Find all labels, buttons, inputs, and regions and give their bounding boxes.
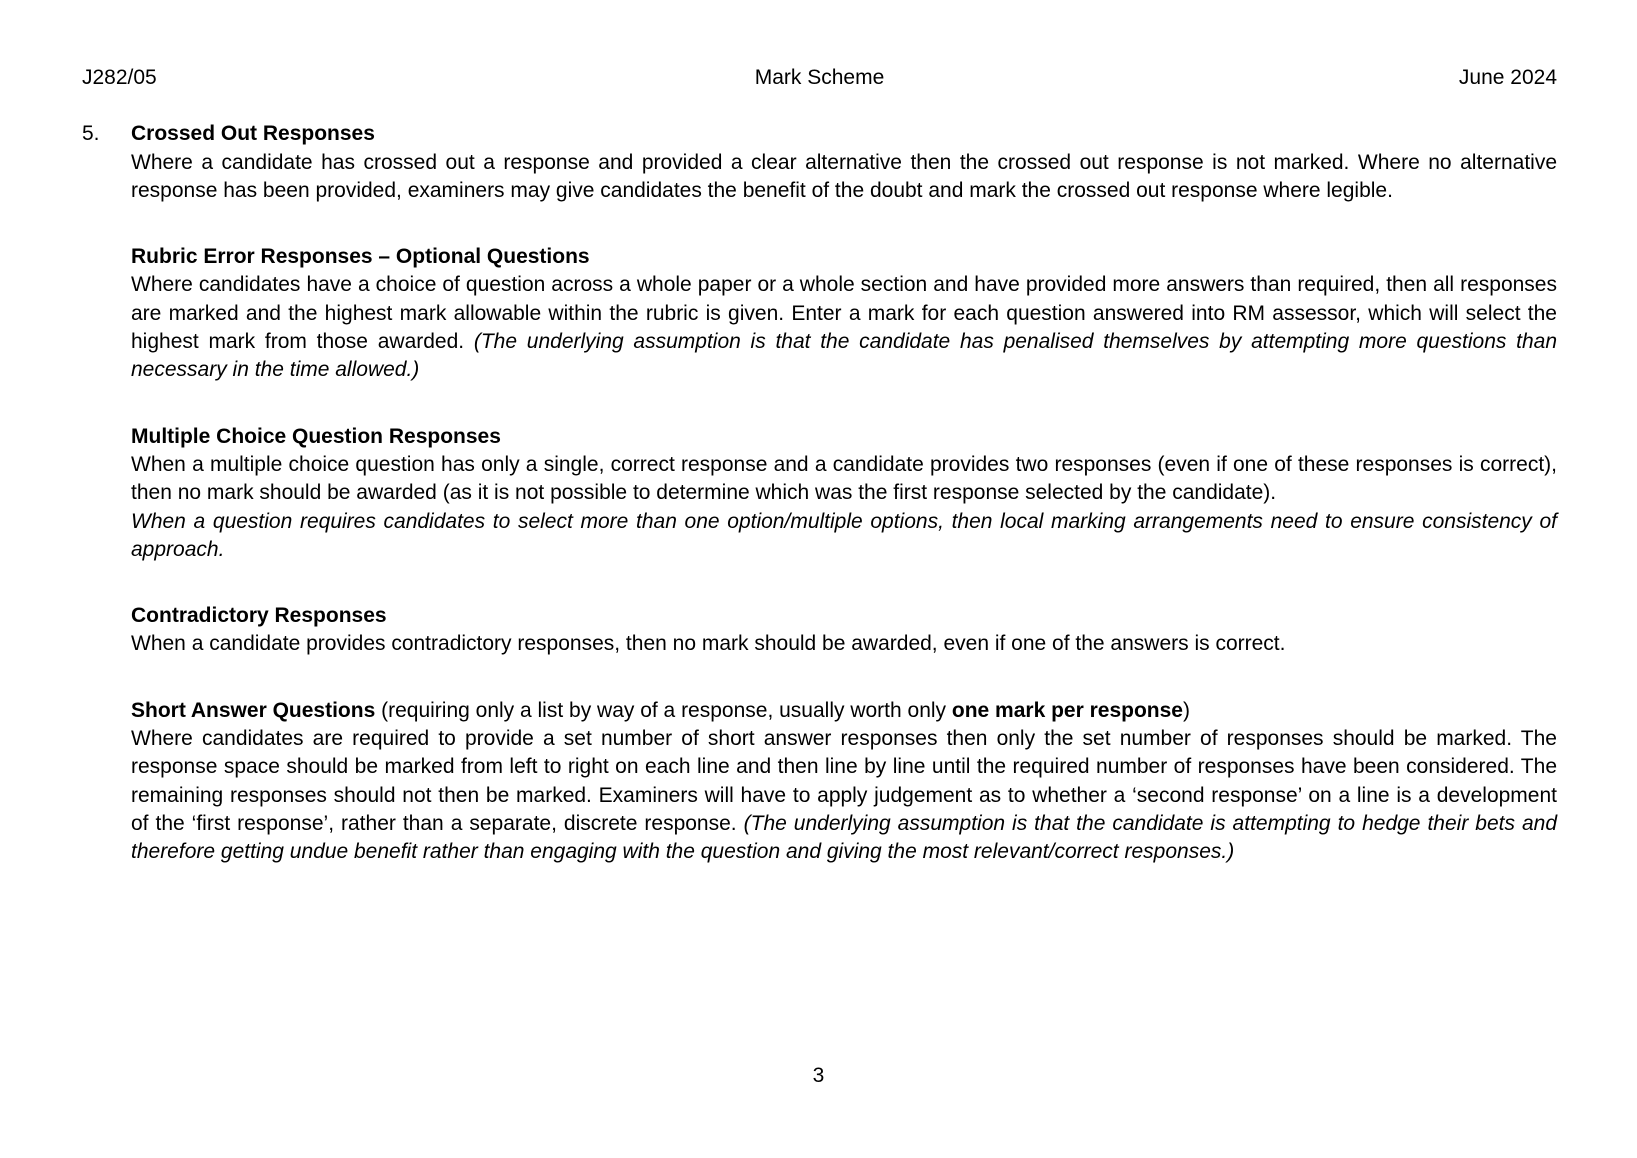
section-short-answer bbox=[131, 697, 1557, 867]
section-contradictory bbox=[131, 602, 1557, 659]
section-multiple-choice bbox=[131, 423, 1557, 564]
heading-short-answer bbox=[131, 697, 1557, 725]
paragraph-crossed-out: Where a candidate has crossed out a response and provided a clear alternative then the crossed out response is not marked. Where no alternative response has been provided, examiners may give candidates the benefit of the doubt and mark the crossed out response where legible. bbox=[131, 150, 1557, 202]
rubric-error-text: Where candidates have a choice of question across a whole paper or a whole section and have provided more answers than required, then all responses are marked and the highest mark allowable within the rubric is given. Enter a mark for each question answered into RM assessor, which will select the highest mark from those awarded. bbox=[131, 273, 1557, 354]
heading-contradictory: Contradictory Responses bbox=[131, 604, 387, 628]
heading-short-answer-bold: Short Answer Questions bbox=[131, 698, 376, 722]
page-header bbox=[82, 64, 1557, 92]
page-number: 3 bbox=[812, 1064, 825, 1087]
section-rubric-error bbox=[131, 243, 1557, 384]
paragraph-multiple-choice-italic: When a question requires candidates to select more than one option/multiple options, then local marking arrangements need to ensure consistency of approach. bbox=[131, 509, 1557, 561]
section-crossed-out-body bbox=[131, 120, 1557, 205]
paragraph-contradictory: When a candidate provides contradictory responses, then no mark should be awarded, even if one of the answers is correct. bbox=[131, 632, 1286, 656]
heading-rubric-error: Rubric Error Responses – Optional Questions bbox=[131, 245, 590, 269]
short-answer-text: Where candidates are required to provide a set number of short answer responses then only the set number of responses should be marked. The response space should be marked from left to right on each line and then line by line until the required number of responses have been considered. The remaining responses should not then be marked. Examiners will have to apply judgement as to whether a ‘second response’ on a line is a development of the ‘first response’, rather than a separate, discrete response. bbox=[131, 727, 1557, 835]
paragraph-multiple-choice: When a multiple choice question has only a single, correct response and a candidate provides two responses (even if one of these responses is correct), then no mark should be awarded (as it is not possible to determine which was the first response selected by the candidate). bbox=[131, 452, 1557, 505]
heading-short-answer-normal: (requiring only a list by way of a response, usually worth only bbox=[375, 698, 952, 722]
heading-multiple-choice: Multiple Choice Question Responses bbox=[131, 424, 501, 448]
header-date: June 2024 bbox=[1458, 66, 1557, 89]
rubric-error-italic-note: (The underlying assumption is that the candidate has penalised themselves by attempting more questions than necessary in the time allowed.) bbox=[131, 330, 1557, 382]
section-crossed-out-responses bbox=[82, 120, 1557, 205]
heading-crossed-out-responses: Crossed Out Responses bbox=[131, 122, 375, 146]
section-number: 5. bbox=[82, 122, 100, 146]
heading-short-answer-suffix: ) bbox=[1182, 698, 1190, 722]
short-answer-italic-note: (The underlying assumption is that the candidate is attempting to hedge their bets and therefore getting undue benefit rather than engaging with the question and giving the most relevant/correct responses.) bbox=[131, 811, 1558, 864]
header-title: Mark Scheme bbox=[754, 66, 885, 89]
paragraph-short-answer bbox=[131, 725, 1557, 866]
header-doc-code: J282/05 bbox=[82, 66, 157, 89]
heading-short-answer-bold2: one mark per response bbox=[951, 698, 1183, 722]
paragraph-rubric-error bbox=[131, 271, 1557, 384]
